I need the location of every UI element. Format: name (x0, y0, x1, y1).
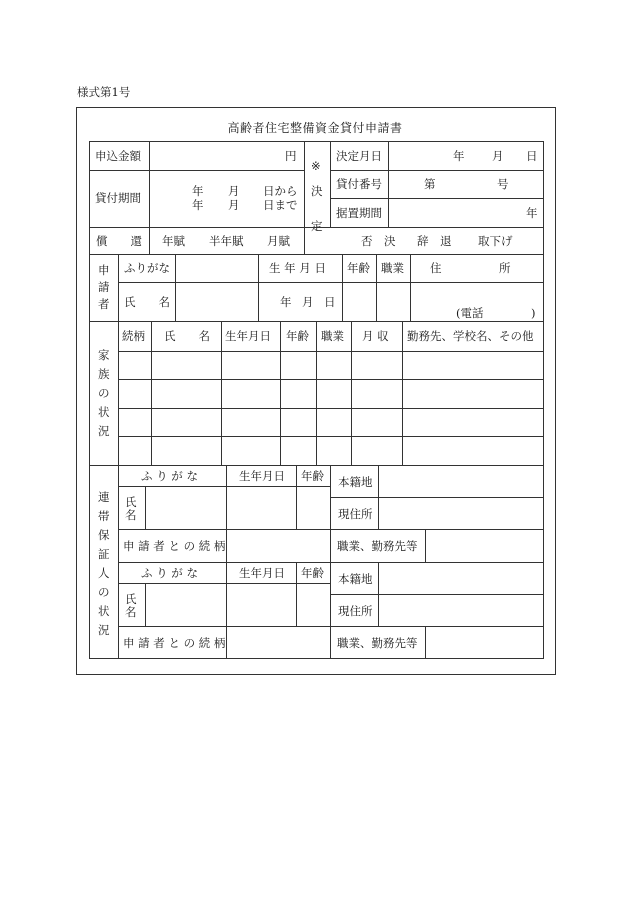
guarantor-2-name-field[interactable] (145, 583, 227, 627)
family-row-4-birthdate-field[interactable] (221, 436, 281, 466)
loan-number-label: 貸付番号 (336, 177, 382, 191)
deferment-field[interactable] (388, 198, 544, 228)
period-from-month: 月 (228, 184, 240, 198)
applicant-age-field[interactable] (342, 282, 377, 322)
applicant-name-label: 氏 名 (124, 295, 170, 309)
family-row-2-relation-field[interactable] (118, 379, 152, 409)
family-row-1-occupation-field[interactable] (316, 351, 352, 380)
family-header-age-text: 年齢 (286, 329, 309, 343)
family-row-1-age-field[interactable] (280, 351, 317, 380)
loan-number-field[interactable] (388, 170, 544, 199)
applicant-name-field[interactable] (175, 282, 259, 322)
applicant-furigana-field[interactable] (175, 254, 259, 283)
applicant-phone-open: (電話 (456, 306, 484, 320)
guarantor-1-birthdate-text: 生年月日 (239, 469, 285, 483)
guarantor-1-birthdate-field[interactable] (226, 486, 297, 530)
guarantor-1-name-field[interactable] (145, 486, 227, 530)
family-row-2-age-field[interactable] (280, 379, 317, 409)
applicant-address-header: 住 所 (430, 261, 511, 275)
guarantor-2-age-text: 年齢 (301, 566, 324, 580)
loan-number-prefix: 第 (424, 177, 436, 191)
family-header-income-text: 月 収 (362, 329, 389, 343)
loan-number-suffix: 号 (497, 177, 509, 191)
family-row-3-birthdate-field[interactable] (221, 408, 281, 437)
family-vertical-label: 家 族 の 状 況 (98, 348, 110, 438)
guarantor-2-age-field[interactable] (296, 583, 331, 627)
family-header-occupation-text: 職業 (321, 329, 344, 343)
amount-label: 申込金額 (95, 149, 141, 163)
family-row-3-relation-field[interactable] (118, 408, 152, 437)
family-row-3-workplace-field[interactable] (402, 408, 544, 437)
decision-date-year: 年 (453, 149, 465, 163)
guarantor-1-relation-field[interactable] (226, 529, 331, 563)
guarantor-2-relation-field[interactable] (226, 626, 331, 659)
family-row-1-workplace-field[interactable] (402, 351, 544, 380)
applicant-occupation-header: 職業 (381, 261, 404, 275)
guarantor-1-domicile-field[interactable] (378, 465, 544, 498)
family-row-2-birthdate-field[interactable] (221, 379, 281, 409)
family-header-name-text: 氏 名 (164, 329, 210, 343)
guarantor-2-occupation-label: 職業、勤務先等 (337, 636, 418, 650)
family-header-relation-text: 続柄 (122, 329, 145, 343)
guarantor-2-birthdate-field[interactable] (226, 583, 297, 627)
guarantor-2-furigana-text: ふ り が な (141, 566, 198, 580)
guarantor-2-address-label: 現住所 (338, 604, 373, 618)
guarantor-1-age-field[interactable] (296, 486, 331, 530)
guarantor-2-name-label: 氏 名 (125, 592, 137, 619)
guarantor-2-domicile-label: 本籍地 (338, 572, 373, 586)
family-row-4-workplace-field[interactable] (402, 436, 544, 466)
repayment-option-monthly[interactable]: 月賦 (267, 234, 290, 248)
outcome-cancelled[interactable]: 取下げ (478, 234, 513, 248)
guarantor-2-relation-label: 申 請 者 と の 続 柄 (123, 636, 226, 650)
guarantor-1-age-text: 年齢 (301, 469, 324, 483)
outcome-rejected[interactable]: 否 決 (361, 234, 396, 248)
guarantor-1-address-label: 現住所 (338, 507, 373, 521)
family-row-1-relation-field[interactable] (118, 351, 152, 380)
family-row-2-occupation-field[interactable] (316, 379, 352, 409)
family-row-1-income-field[interactable] (351, 351, 403, 380)
family-row-2-workplace-field[interactable] (402, 379, 544, 409)
form-number: 様式第1号 (77, 85, 131, 99)
guarantor-2-birthdate-text: 生年月日 (239, 566, 285, 580)
family-row-2-name-field[interactable] (151, 379, 222, 409)
guarantor-1-address-field[interactable] (378, 497, 544, 530)
applicant-phone-close: ) (531, 306, 536, 320)
family-row-4-name-field[interactable] (151, 436, 222, 466)
period-to-day: 日まで (263, 198, 298, 212)
guarantor-1-relation-label: 申 請 者 と の 続 柄 (123, 539, 226, 553)
decision-date-month: 月 (492, 149, 504, 163)
applicant-birth-month: 月 (302, 295, 314, 309)
repayment-option-annual[interactable]: 年賦 (162, 234, 185, 248)
family-header-birthdate-text: 生年月日 (225, 329, 271, 343)
family-row-2-income-field[interactable] (351, 379, 403, 409)
period-to-year: 年 (192, 198, 204, 212)
decision-mark: ※ (311, 159, 321, 173)
applicant-birth-year: 年 (280, 295, 292, 309)
family-row-1-birthdate-field[interactable] (221, 351, 281, 380)
guarantor-1-name-label: 氏 名 (125, 495, 137, 522)
form-title: 高齢者住宅整備資金貸付申請書 (227, 121, 403, 135)
applicant-occupation-field[interactable] (376, 282, 411, 322)
applicant-vertical-label: 申 請 者 (98, 263, 110, 311)
decision-vertical-label: 決 定 (311, 184, 323, 233)
period-to-month: 月 (228, 198, 240, 212)
applicant-furigana-label: ふりがな (124, 261, 170, 275)
deferment-unit: 年 (526, 206, 538, 220)
guarantor-2-address-field[interactable] (378, 594, 544, 627)
decision-date-day: 日 (526, 149, 538, 163)
family-row-1-name-field[interactable] (151, 351, 222, 380)
guarantor-vertical-label: 連 帯 保 証 人 の 状 況 (98, 490, 110, 637)
guarantor-2-domicile-field[interactable] (378, 562, 544, 595)
amount-field[interactable] (149, 141, 305, 171)
family-row-4-age-field[interactable] (280, 436, 317, 466)
guarantor-1-domicile-label: 本籍地 (338, 475, 373, 489)
family-row-4-income-field[interactable] (351, 436, 403, 466)
period-from-day: 日から (263, 184, 298, 198)
amount-unit: 円 (285, 149, 297, 163)
guarantor-1-furigana-text: ふ り が な (141, 469, 198, 483)
guarantor-1-occupation-label: 職業、勤務先等 (337, 539, 418, 553)
family-row-3-age-field[interactable] (280, 408, 317, 437)
outcome-withdrawn[interactable]: 辞 退 (417, 234, 452, 248)
family-header-workplace-text: 勤務先、学校名、その他 (407, 329, 534, 343)
period-from-year: 年 (192, 184, 204, 198)
guarantor-1-occupation-field[interactable] (425, 529, 544, 563)
family-row-3-name-field[interactable] (151, 408, 222, 437)
period-label: 貸付期間 (95, 191, 141, 205)
applicant-age-header: 年齢 (347, 261, 370, 275)
family-row-4-occupation-field[interactable] (316, 436, 352, 466)
applicant-birth-day: 日 (324, 295, 336, 309)
decision-date-field[interactable] (388, 141, 544, 171)
applicant-birthdate-header: 生 年 月 日 (269, 261, 326, 275)
family-row-3-income-field[interactable] (351, 408, 403, 437)
repayment-label: 償 還 (96, 234, 142, 248)
decision-date-label: 決定月日 (336, 149, 382, 163)
family-row-3-occupation-field[interactable] (316, 408, 352, 437)
guarantor-2-occupation-field[interactable] (425, 626, 544, 659)
repayment-option-semiannual[interactable]: 半年賦 (209, 234, 244, 248)
deferment-label: 据置期間 (336, 206, 382, 220)
family-row-4-relation-field[interactable] (118, 436, 152, 466)
